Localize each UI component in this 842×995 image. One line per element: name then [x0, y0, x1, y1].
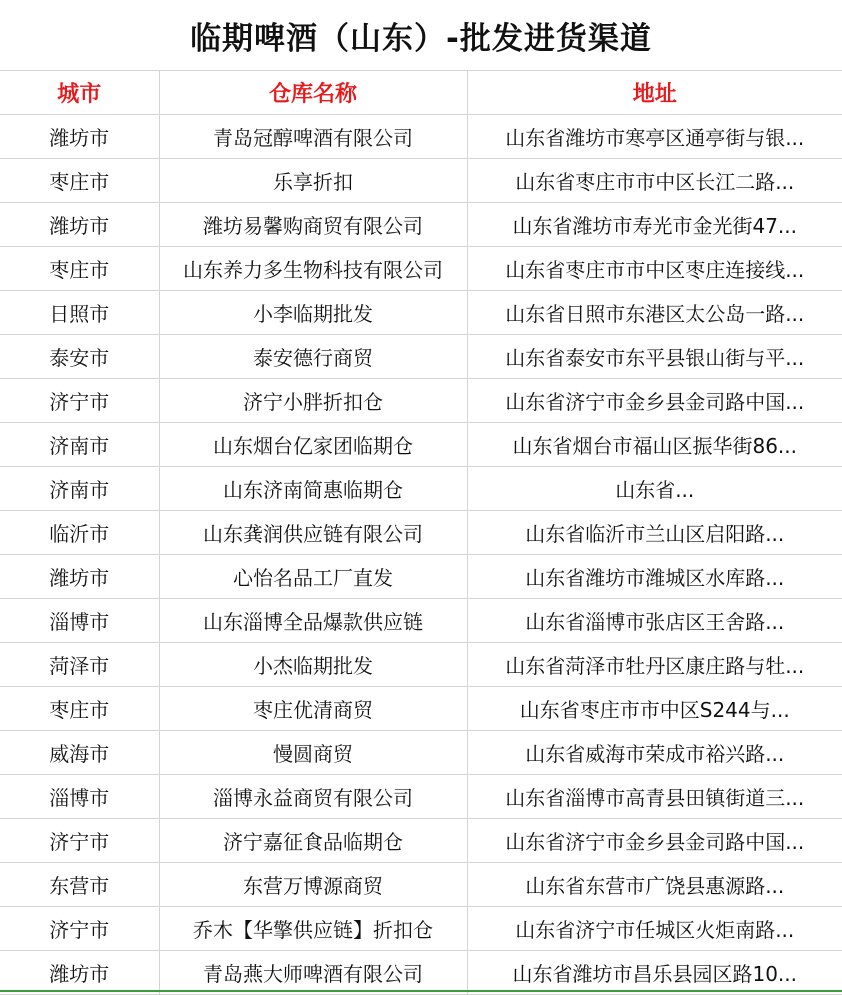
- address-cell: 山东省潍坊市昌乐县园区路10...: [467, 951, 842, 995]
- address-cell: 山东省泰安市东平县银山街与平...: [467, 335, 842, 379]
- warehouse-cell: 山东济南简惠临期仓: [159, 467, 467, 511]
- table-row: [0, 643, 842, 687]
- table-row: [0, 115, 842, 159]
- city-cell: 济南市: [0, 467, 159, 511]
- table-row: [0, 863, 842, 907]
- address-cell: 山东省菏泽市牡丹区康庄路与牡...: [467, 643, 842, 687]
- table-row: [0, 203, 842, 247]
- city-cell: 菏泽市: [0, 643, 159, 687]
- warehouse-cell: 潍坊易馨购商贸有限公司: [159, 203, 467, 247]
- warehouse-cell: 青岛冠醇啤酒有限公司: [159, 115, 467, 159]
- table-row: [0, 291, 842, 335]
- table-row: [0, 687, 842, 731]
- warehouse-cell: 青岛燕大师啤酒有限公司: [159, 951, 467, 995]
- city-cell: 临沂市: [0, 511, 159, 555]
- warehouse-cell: 泰安德行商贸: [159, 335, 467, 379]
- warehouse-cell: 东营万博源商贸: [159, 863, 467, 907]
- warehouse-cell: 山东烟台亿家团临期仓: [159, 423, 467, 467]
- address-cell: 山东省淄博市高青县田镇街道三...: [467, 775, 842, 819]
- city-cell: 日照市: [0, 291, 159, 335]
- table-row: [0, 951, 842, 995]
- address-cell: 山东省威海市荣成市裕兴路...: [467, 731, 842, 775]
- address-cell: 山东省枣庄市市中区长江二路...: [467, 159, 842, 203]
- city-cell: 枣庄市: [0, 247, 159, 291]
- warehouse-cell: 小李临期批发: [159, 291, 467, 335]
- table-row: [0, 511, 842, 555]
- address-cell: 山东省烟台市福山区振华街86...: [467, 423, 842, 467]
- city-cell: 淄博市: [0, 775, 159, 819]
- warehouse-cell: 济宁小胖折扣仓: [159, 379, 467, 423]
- column-header-city: 城市: [0, 70, 159, 115]
- city-cell: 潍坊市: [0, 203, 159, 247]
- city-cell: 泰安市: [0, 335, 159, 379]
- table-row: [0, 379, 842, 423]
- table-row: [0, 247, 842, 291]
- address-cell: 山东省潍坊市潍城区水库路...: [467, 555, 842, 599]
- city-cell: 东营市: [0, 863, 159, 907]
- table-row: [0, 467, 842, 511]
- city-cell: 济南市: [0, 423, 159, 467]
- city-cell: 枣庄市: [0, 159, 159, 203]
- city-cell: 济宁市: [0, 819, 159, 863]
- address-cell: 山东省济宁市金乡县金司路中国...: [467, 819, 842, 863]
- warehouse-cell: 小杰临期批发: [159, 643, 467, 687]
- address-cell: 山东省枣庄市市中区S244与...: [467, 687, 842, 731]
- warehouse-cell: 枣庄优清商贸: [159, 687, 467, 731]
- address-cell: 山东省枣庄市市中区枣庄连接线...: [467, 247, 842, 291]
- city-cell: 淄博市: [0, 599, 159, 643]
- warehouse-cell: 乐享折扣: [159, 159, 467, 203]
- table-row: [0, 907, 842, 951]
- address-cell: 山东省日照市东港区太公岛一路...: [467, 291, 842, 335]
- table-row: [0, 731, 842, 775]
- warehouse-cell: 乔木【华擎供应链】折扣仓: [159, 907, 467, 951]
- column-header-address: 地址: [467, 70, 842, 115]
- page-title: 临期啤酒（山东）-批发进货渠道: [0, 0, 842, 71]
- address-cell: 山东省济宁市任城区火炬南路...: [467, 907, 842, 951]
- city-cell: 潍坊市: [0, 555, 159, 599]
- address-cell: 山东省潍坊市寿光市金光街47...: [467, 203, 842, 247]
- city-cell: 威海市: [0, 731, 159, 775]
- warehouse-cell: 山东养力多生物科技有限公司: [159, 247, 467, 291]
- city-cell: 潍坊市: [0, 115, 159, 159]
- city-cell: 济宁市: [0, 907, 159, 951]
- address-cell: 山东省潍坊市寒亭区通亭街与银...: [467, 115, 842, 159]
- table-row: [0, 775, 842, 819]
- table-row: [0, 423, 842, 467]
- header-row: [0, 70, 842, 115]
- warehouse-cell: 山东龚润供应链有限公司: [159, 511, 467, 555]
- table-row: [0, 819, 842, 863]
- table-row: [0, 555, 842, 599]
- warehouse-cell: 心怡名品工厂直发: [159, 555, 467, 599]
- table-row: [0, 335, 842, 379]
- warehouse-cell: 山东淄博全品爆款供应链: [159, 599, 467, 643]
- warehouse-table: [0, 70, 842, 995]
- warehouse-cell: 慢圆商贸: [159, 731, 467, 775]
- warehouse-cell: 济宁嘉征食品临期仓: [159, 819, 467, 863]
- address-cell: 山东省...: [467, 467, 842, 511]
- city-cell: 枣庄市: [0, 687, 159, 731]
- address-cell: 山东省济宁市金乡县金司路中国...: [467, 379, 842, 423]
- address-cell: 山东省临沂市兰山区启阳路...: [467, 511, 842, 555]
- address-cell: 山东省淄博市张店区王舍路...: [467, 599, 842, 643]
- column-header-warehouse: 仓库名称: [159, 70, 467, 115]
- city-cell: 济宁市: [0, 379, 159, 423]
- city-cell: 潍坊市: [0, 951, 159, 995]
- warehouse-cell: 淄博永益商贸有限公司: [159, 775, 467, 819]
- table-row: [0, 159, 842, 203]
- address-cell: 山东省东营市广饶县惠源路...: [467, 863, 842, 907]
- table-row: [0, 599, 842, 643]
